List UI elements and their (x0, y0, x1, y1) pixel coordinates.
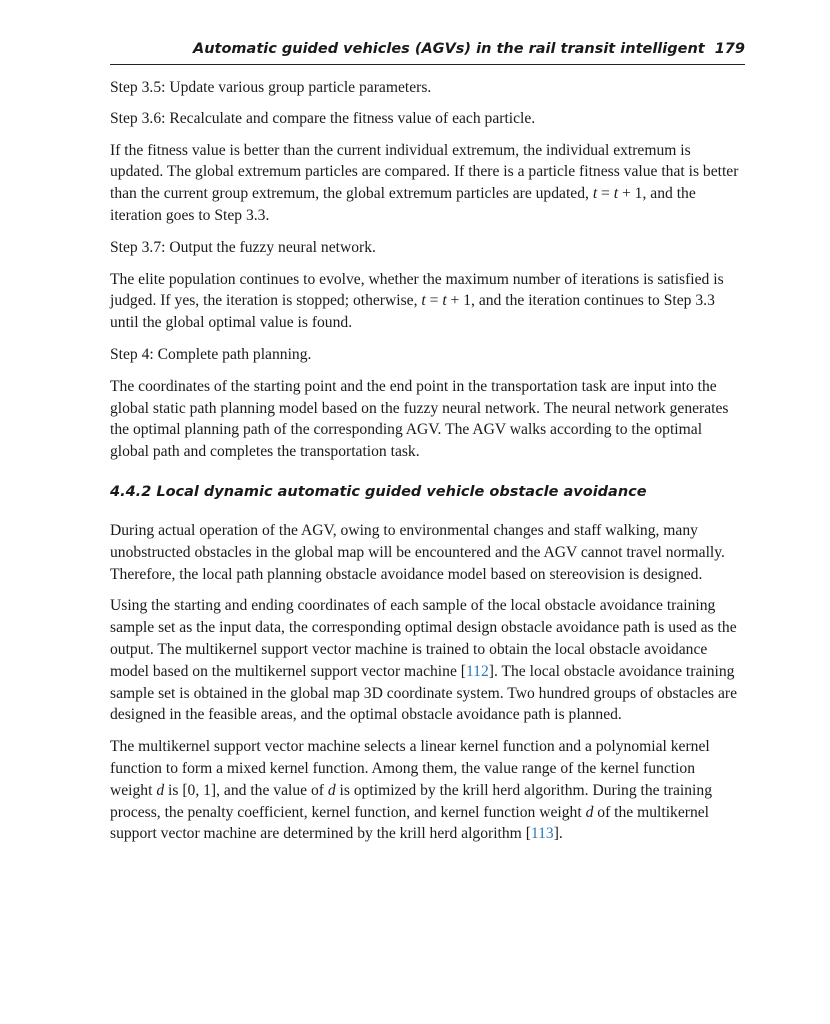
variable-t: t (613, 185, 619, 203)
variable-t: t (442, 292, 447, 310)
step-3-5: Step 3.5: Update various group particle parameters. (110, 79, 432, 96)
running-title: Automatic guided vehicles (AGVs) in the rail transit intelligent (192, 41, 705, 57)
variable-t: t (421, 292, 426, 310)
citation-link-113[interactable]: 113 (530, 825, 554, 843)
running-header (110, 38, 745, 65)
step-3-6: Step 3.6: Recalculate and compare the fitness value of each particle. (110, 109, 536, 127)
paragraph-elite-population: The elite population continues to evolve, whether the maximum number of iterations is satisfied is judged. If yes, the iteration is stopped; otherwise, t = t + 1, and the iteration continues to Step 3.3 until the global optimal value is found. (110, 270, 724, 332)
paragraph-training-samples: Using the starting and ending coordinates of each sample of the local obstacle avoidance training sample set as the input data, the corresponding optimal design obstacle avoidance path is used as the output. The multikernel support vector machine is trained to obtain the local obstacle avoidance model based on the multikernel support vector machine [112]. The local obstacle avoidance training sample set is obtained in the global map 3D coordinate system. Two hundred groups of obstacles are designed in the feasible areas, and the optimal obstacle avoidance path is planned. (110, 597, 737, 724)
variable-d: d (156, 781, 165, 799)
paragraph-kernel-function: The multikernel support vector machine selects a linear kernel function and a polynomial kernel function to form a mixed kernel function. Among them, the value range of the kernel function weight d is [0, 1], and the value of d is optimized by the krill herd algorithm. During the training process, the penalty coefficient, kernel function, and kernel function weight d of the multikernel support vector machine are determined by the krill herd algorithm [113]. (110, 738, 712, 843)
paragraph-fitness-update: If the fitness value is better than the current individual extremum, the individual extremum is updated. The global extremum particles are compared. If there is a particle fitness value that is better than the current group extremum, the global extremum particles are updated, t = t + 1, and the iteration goes to Step 3.3. (110, 141, 739, 224)
citation-link-112[interactable]: 112 (465, 662, 489, 680)
paragraph-path-planning: The coordinates of the starting point and the end point in the transportation task are input into the global static path planning model based on the fuzzy neural network. The neural network generates the optimal planning path of the corresponding AGV. The AGV walks according to the optimal global path and completes the transportation task. (110, 377, 729, 461)
variable-d: d (327, 781, 336, 799)
step-4: Step 4: Complete path planning. (110, 345, 312, 363)
section-heading: 4.4.2 Local dynamic automatic guided vehicle obstacle avoidance (110, 483, 647, 500)
page-content (110, 77, 740, 855)
paragraph-agv-operation: During actual operation of the AGV, owing to environmental changes and staff walking, many unobstructed obstacles in the global map will be encountered and the AGV cannot travel normally. Therefore, the local path planning obstacle avoidance model based on stereovision is designed. (110, 521, 725, 583)
step-3-7: Step 3.7: Output the fuzzy neural network. (110, 238, 376, 256)
variable-t: t (592, 185, 598, 203)
variable-d: d (585, 803, 594, 821)
page-number: 179 (714, 41, 745, 57)
